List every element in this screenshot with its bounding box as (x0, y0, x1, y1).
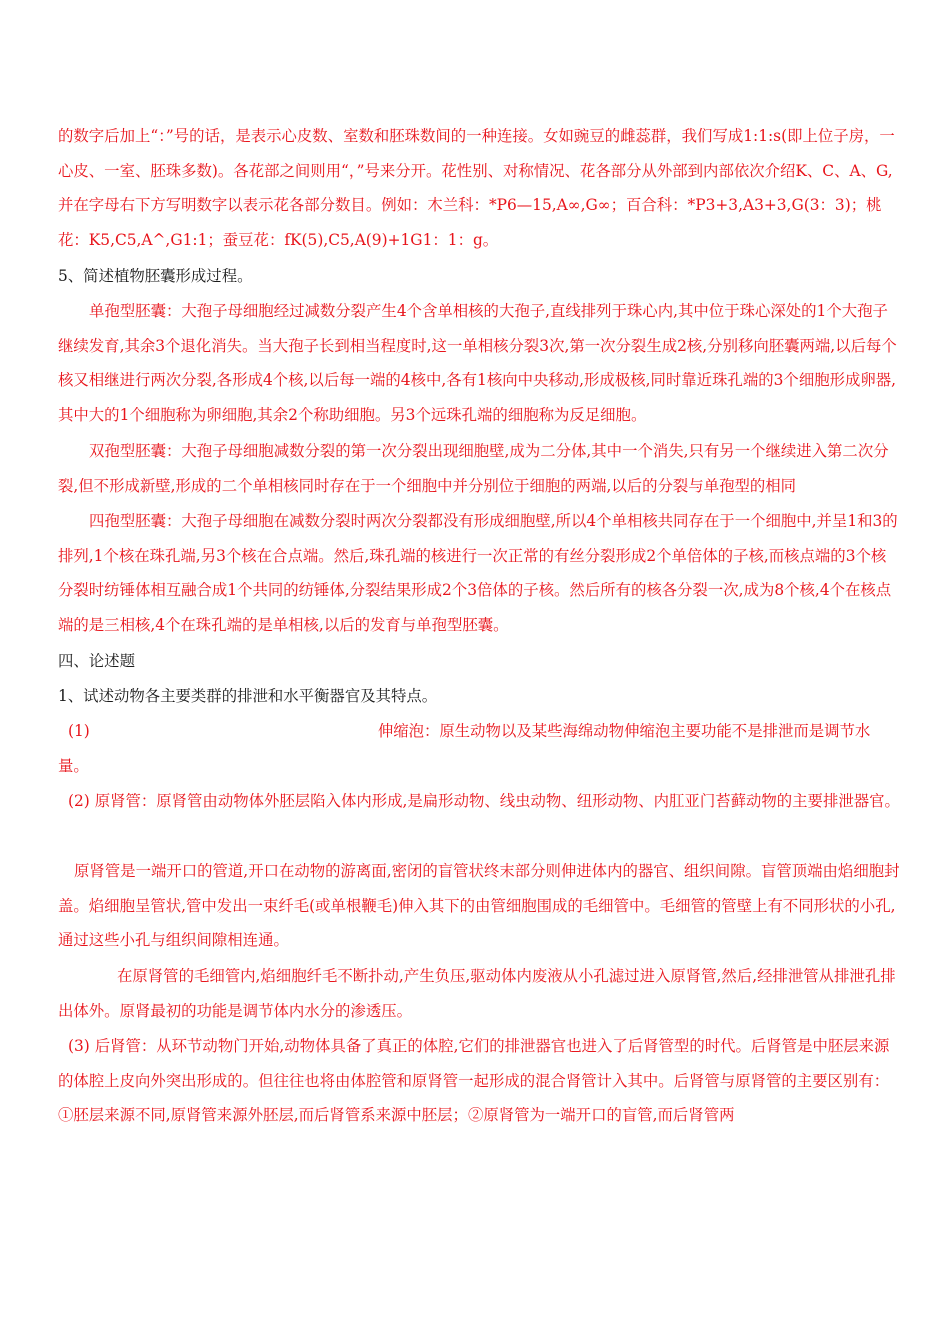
item-1-text: 伸缩泡：原生动物以及某些海绵动物伸缩泡主要功能不是排泄而是调节水量。 (58, 722, 871, 775)
tetrasporic-embryo-sac-paragraph: 四孢型胚囊：大孢子母细胞在减数分裂时两次分裂都没有形成细胞壁,所以4个单相核共同存在于一个细胞中,并呈1和3的排列,1个核在珠孔端,另3个核在合点端。然后,珠孔端的核进行一次正常的有丝分裂形成2个单倍体的子核,而核点端的3个核分裂时纺锤体相互融合成1个共同的纺锤体,分裂结果形成2个3倍体的子核。然后所有的核各分裂一次,成为8个核,4个在核点端的是三相核,4个在珠孔端的是单相核,以后的发育与单孢型胚囊。 (58, 512, 898, 634)
bisporic-embryo-sac-paragraph: 双孢型胚囊：大孢子母细胞减数分裂的第一次分裂出现细胞壁,成为二分体,其中一个消失,只有另一个继续进入第二次分裂,但不形成新壁,形成的二个单相核同时存在于一个细胞中并分别位于细胞的两端,以后的分裂与单孢型的相同 (58, 442, 889, 495)
question-1-heading: 1、试述动物各主要类群的排泄和水平衡器官及其特点。 (58, 687, 438, 705)
question-5-heading: 5、简述植物胚囊形成过程。 (58, 267, 253, 285)
item-3-metanephridia: (3) 后肾管：从环节动物门开始,动物体具备了真正的体腔,它们的排泄器官也进入了后肾管型的时代。后肾管是中胚层来源的体腔上皮向外突出形成的。但往往也将由体腔管和原肾管一起形成的混合肾管计入其中。后肾管与原肾管的主要区别有：①胚层来源不同,原肾管来源外胚层,而后肾管系来源中胚层；②原肾管为一端开口的盲管,而后肾管两 (58, 1037, 890, 1125)
item-1-number: (1) (68, 722, 90, 740)
protonephridia-structure-paragraph: 原肾管是一端开口的管道,开口在动物的游离面,密闭的盲管状终末部分则伸进体内的器官、组织间隙。盲管顶端由焰细胞封盖。焰细胞呈管状,管中发出一束纤毛(或单根鞭毛)伸入其下的由管细胞围成的毛细管中。毛细管的管壁上有不同形状的小孔,通过这些小孔与组织间隙相连通。 (58, 862, 900, 950)
item-2-protonephridia: (2) 原肾管：原肾管由动物体外胚层陷入体内形成,是扁形动物、线虫动物、纽形动物、内肛亚门苔藓动物的主要排泄器官。 (68, 792, 900, 810)
floral-formula-paragraph: 的数字后加上“：”号的话，是表示心皮数、室数和胚珠数间的一种连接。女如豌豆的雌蕊群，我们写成1:1:s(即上位子房，一心皮、一室、胚珠多数)。各花部之间则用“，”号来分开。花性别、对称情况、花各部分从外部到内部依次介绍K、C、A、G,并在字母右下方写明数字以表示花各部分数目。例如：木兰科：*P6—15,A∞,G∞；百合科：*P3+3,A3+3,G(3：3)；桃花：K5,C5,A^,G1:1；蚕豆花：fK(5),C5,A(9)+1G1：1：g。 (58, 127, 895, 249)
section-four-heading: 四、论述题 (58, 652, 135, 670)
item-1-contractile-vacuole (58, 714, 900, 783)
monosporic-embryo-sac-paragraph: 单孢型胚囊：大孢子母细胞经过减数分裂产生4个含单相核的大孢子,直线排列于珠心内,其中位于珠心深处的1个大孢子继续发育,其余3个退化消失。当大孢子长到相当程度时,这一单相核分裂3次,第一次分裂生成2核,分别移向胚囊两端,以后每个核又相继进行两次分裂,各形成4个核,以后每一端的4核中,各有1核向中央移动,形成极核,同时靠近珠孔端的3个细胞形成卵器,其中大的1个细胞称为卵细胞,其余2个称助细胞。另3个远珠孔端的细胞称为反足细胞。 (58, 302, 897, 424)
flame-cell-function-paragraph: 在原肾管的毛细管内,焰细胞纤毛不断扑动,产生负压,驱动体内废液从小孔滤过进入原肾管,然后,经排泄管从排泄孔排出体外。原肾最初的功能是调节体内水分的渗透压。 (58, 967, 896, 1020)
